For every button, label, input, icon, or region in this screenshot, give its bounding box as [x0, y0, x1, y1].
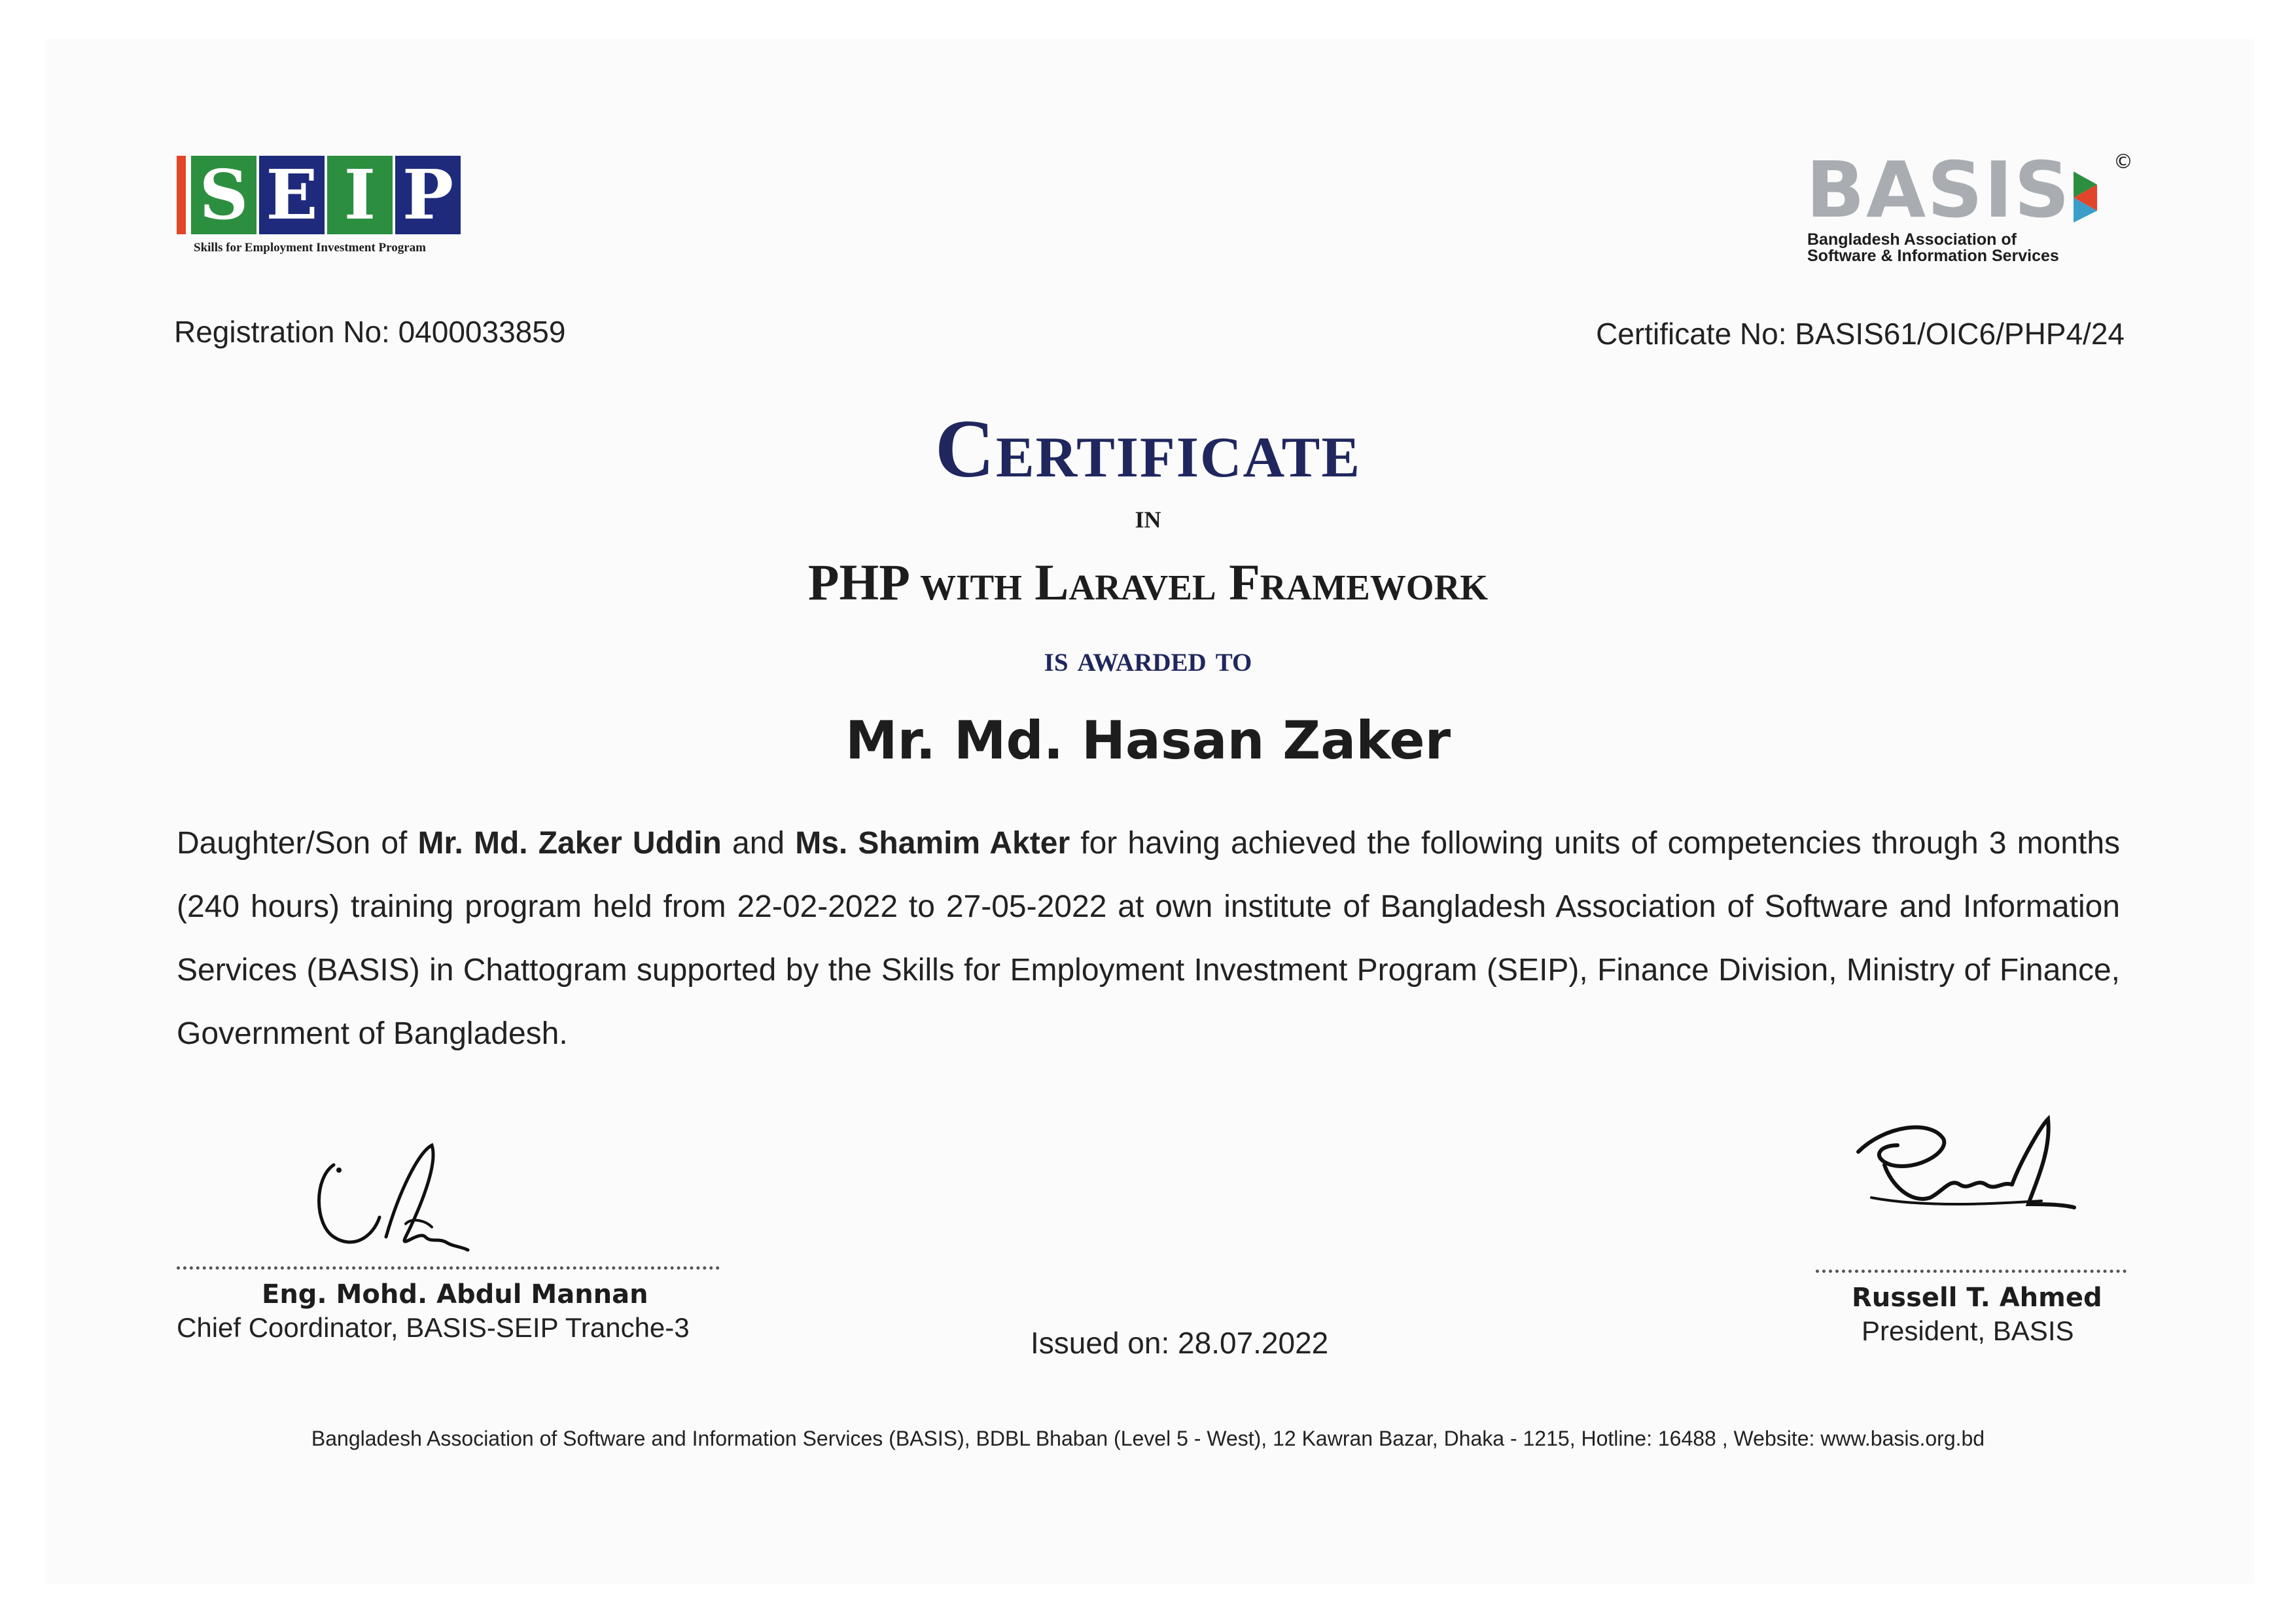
- basis-subtitle: [1807, 232, 2059, 264]
- basis-subtitle-line2: Software & Information Services: [1807, 247, 2059, 265]
- body-rest: for having achieved the following units of competencies through 3 months (240 hours) training program held from 22-02-2022 to 27-05-2022 at own institute of Bangladesh Association of Software and Information Services (BASIS) in Chattogram supported by the Skills for Employment Investment Program (SEIP), Finance Division, Ministry of Finance, Government of Bangladesh.: [177, 826, 2121, 1051]
- recipient-name: Mr. Md. Hasan Zaker: [845, 710, 1451, 771]
- basis-wordmark: BASIS: [1806, 145, 2072, 235]
- right-signature-image: [1845, 1113, 2081, 1230]
- seip-accent-bar: [177, 156, 186, 234]
- footer-address: Bangladesh Association of Software and Information Services (BASIS), BDBL Bhaban (Level 5 - West), 12 Kawran Bazar, Dhaka - 1215, Hotline: 16488 , Website: www.basis.org.bd: [311, 1427, 1985, 1450]
- basis-logo: [1806, 145, 2133, 275]
- seip-letter-e: E: [259, 156, 325, 234]
- in-label: in: [1135, 498, 1161, 535]
- seip-letter-p: P: [395, 156, 461, 234]
- course-title: PHP with Laravel Framework: [807, 554, 1489, 611]
- awarded-to-label: is awarded to: [1044, 639, 1252, 679]
- seip-letter-i: I: [327, 156, 393, 234]
- left-signature-line: [177, 1266, 720, 1270]
- right-signatory-title: President, BASIS: [1862, 1315, 2074, 1346]
- basis-arrow-icon: [2071, 165, 2123, 224]
- registration-number: Registration No: 0400033859: [174, 315, 566, 349]
- basis-subtitle-line1: Bangladesh Association of: [1807, 230, 2017, 249]
- basis-registered-mark: ©: [2113, 151, 2133, 173]
- seip-tagline: Skills for Employment Investment Program: [194, 241, 427, 255]
- body-and: and: [721, 826, 796, 861]
- certificate-body: [177, 812, 2120, 1065]
- father-name: Mr. Md. Zaker Uddin: [417, 826, 722, 861]
- seip-letter-s: S: [191, 156, 256, 234]
- issue-date: Issued on: 28.07.2022: [1031, 1326, 1329, 1360]
- seip-logo: [177, 156, 465, 267]
- left-signature-image: [308, 1139, 517, 1270]
- left-signatory-title: Chief Coordinator, BASIS-SEIP Tranche-3: [177, 1312, 690, 1343]
- right-signatory-name: Russell T. Ahmed: [1852, 1283, 2102, 1313]
- left-signatory-name: Eng. Mohd. Abdul Mannan: [262, 1279, 648, 1310]
- mother-name: Ms. Shamim Akter: [795, 826, 1070, 861]
- body-prefix: Daughter/Son of: [177, 826, 418, 861]
- right-signature-line: [1816, 1270, 2127, 1273]
- certificate-number: Certificate No: BASIS61/OIC6/PHP4/24: [1596, 317, 2125, 351]
- certificate-title: Certificate: [934, 404, 1362, 495]
